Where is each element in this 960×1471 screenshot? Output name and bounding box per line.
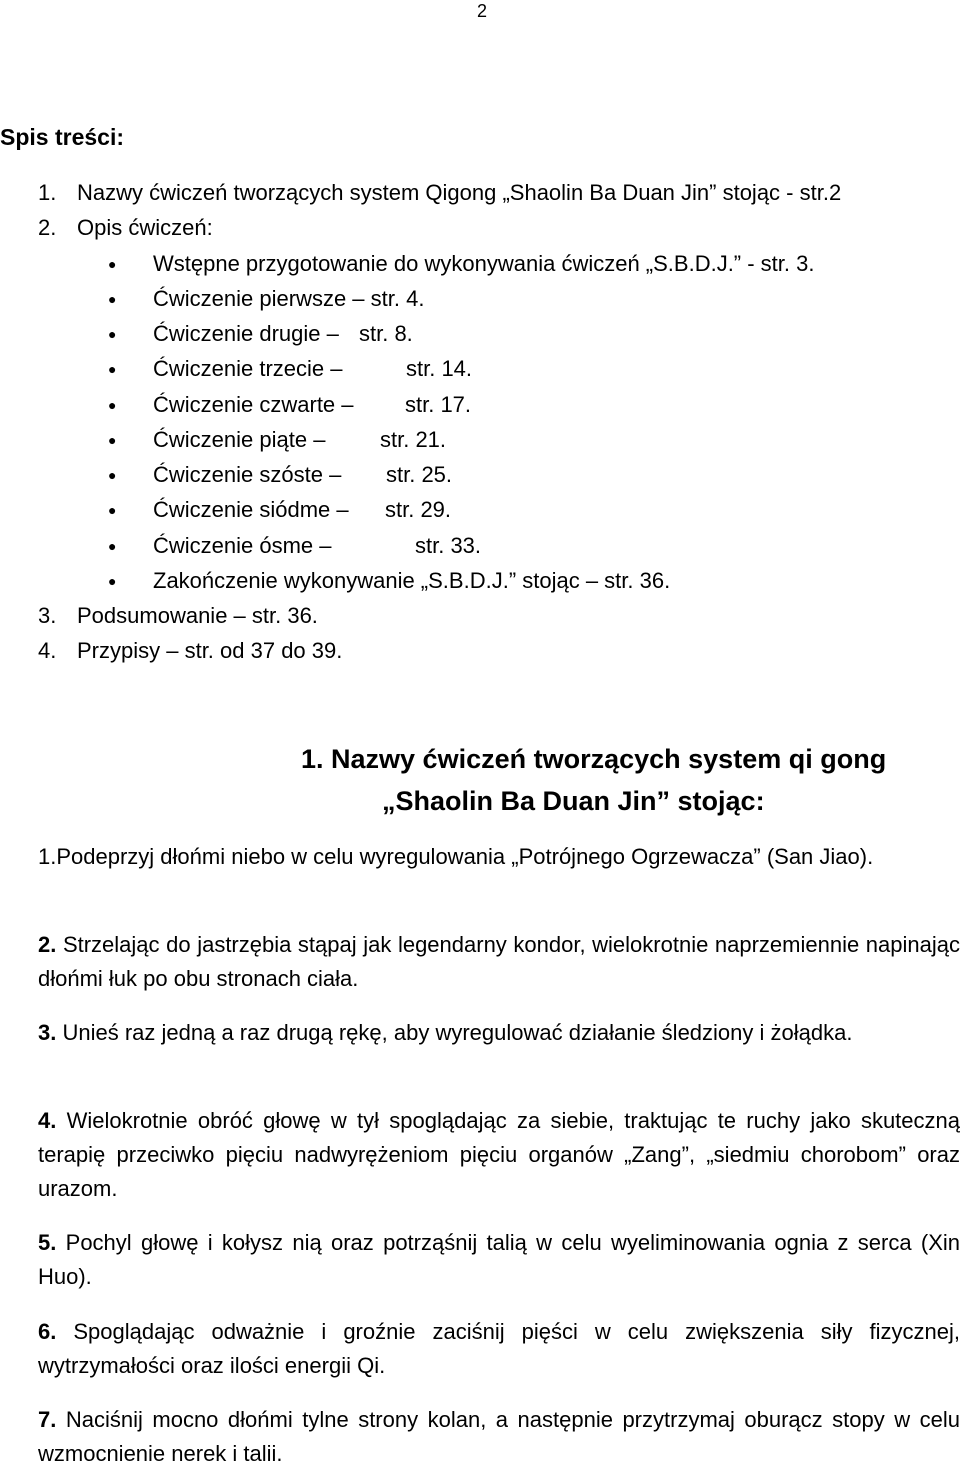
toc-subitem-text: Ćwiczenie piąte –	[153, 427, 326, 452]
exercise-text: Unieś raz jedną a raz drugą rękę, aby wyregulować działanie śledziony i żołądka.	[56, 1020, 853, 1045]
toc-subitem-text: Ćwiczenie ósme –	[153, 533, 332, 558]
toc-subitem-page: str. 33.	[415, 533, 482, 558]
toc-item-number: 3.	[38, 603, 57, 628]
exercise-text: Naciśnij mocno dłońmi tylne strony kolan, a następnie przytrzymaj oburącz stopy w celu wzmocnienie nerek i talii.	[38, 1407, 960, 1466]
toc-subitem-page: str. 25.	[386, 462, 453, 487]
exercise-number: 4.	[38, 1108, 57, 1133]
toc-subitem-text: Ćwiczenie siódme –	[153, 497, 349, 522]
bullet-icon: ●	[108, 361, 117, 377]
exercise-number: 6.	[38, 1319, 57, 1344]
exercise-paragraph	[38, 840, 960, 874]
exercise-paragraph	[38, 1104, 960, 1206]
section-heading-line1: 1. Nazwy ćwiczeń tworzących system qi gong	[301, 744, 887, 774]
toc-subitem-text: Ćwiczenie trzecie –	[153, 356, 343, 381]
toc-subitem-text: Wstępne przygotowanie do wykonywania ćwiczeń „S.B.D.J.” - str. 3.	[153, 251, 815, 276]
toc-subitem-page: str. 21.	[380, 427, 447, 452]
toc-subitem-page: str. 14.	[406, 356, 473, 381]
toc-subitem-text: Ćwiczenie drugie –	[153, 321, 339, 346]
bullet-icon: ●	[108, 291, 117, 307]
toc-subitem-text: Ćwiczenie pierwsze – str. 4.	[153, 286, 425, 311]
exercise-number: 3.	[38, 1020, 57, 1045]
bullet-icon: ●	[108, 256, 117, 272]
page-number: 2	[476, 1, 487, 21]
toc-subitem-text: Ćwiczenie czwarte –	[153, 392, 354, 417]
bullet-icon: ●	[108, 573, 117, 589]
toc-subitem-page: str. 17.	[405, 392, 472, 417]
toc-title: Spis treści:	[0, 124, 124, 150]
toc-item-text: Opis ćwiczeń:	[77, 215, 213, 240]
toc-subitem-text: Zakończenie wykonywanie „S.B.D.J.” stojąc – str. 36.	[153, 568, 671, 593]
exercise-paragraph	[38, 1403, 960, 1471]
exercise-number: 7.	[38, 1407, 57, 1432]
toc-item-text: Nazwy ćwiczeń tworzących system Qigong „Shaolin Ba Duan Jin” stojąc - str.2	[77, 180, 842, 205]
toc-subitem-page: str. 29.	[385, 497, 452, 522]
exercise-text: Spoglądając odważnie i groźnie zaciśnij pięści w celu zwiększenia siły fizycznej, wytrzymałości oraz ilości energii Qi.	[38, 1319, 960, 1378]
exercise-text: Podeprzyj dłońmi niebo w celu wyregulowania „Potrójnego Ogrzewacza” (San Jiao).	[56, 844, 874, 869]
toc-item-number: 1.	[38, 180, 57, 205]
exercise-text: Wielokrotnie obróć głowę w tył spoglądając za siebie, traktując te ruchy jako skuteczną terapię przeciwko pięciu nadwyrężeniom pięciu organów „Zang”, „siedmiu chorobom” oraz urazom.	[38, 1108, 960, 1201]
toc-subitem-page: str. 8.	[359, 321, 413, 346]
exercise-text: Strzelając do jastrzębia stąpaj jak legendarny kondor, wielokrotnie naprzemiennie napinając dłońmi łuk po obu stronach ciała.	[38, 932, 960, 991]
toc-item-number: 4.	[38, 638, 57, 663]
exercise-paragraph	[38, 1226, 960, 1294]
exercise-paragraph	[38, 1315, 960, 1383]
toc-item-text: Przypisy – str. od 37 do 39.	[77, 638, 343, 663]
toc-subitem-text: Ćwiczenie szóste –	[153, 462, 342, 487]
exercise-number: 2.	[38, 932, 57, 957]
bullet-icon: ●	[108, 397, 117, 413]
toc-item-text: Podsumowanie – str. 36.	[77, 603, 318, 628]
section-heading-line2: „Shaolin Ba Duan Jin” stojąc:	[382, 786, 765, 816]
exercise-paragraph	[38, 928, 960, 996]
bullet-icon: ●	[108, 432, 117, 448]
bullet-icon: ●	[108, 538, 117, 554]
bullet-icon: ●	[108, 326, 117, 342]
exercise-paragraph	[38, 1016, 960, 1050]
toc-item-number: 2.	[38, 215, 57, 240]
bullet-icon: ●	[108, 502, 117, 518]
exercise-number: 5.	[38, 1230, 57, 1255]
bullet-icon: ●	[108, 467, 117, 483]
exercise-text: Pochyl głowę i kołysz nią oraz potrząśnij talią w celu wyeliminowania ognia z serca (Xin Huo).	[38, 1230, 960, 1289]
exercise-number: 1.	[38, 844, 57, 869]
